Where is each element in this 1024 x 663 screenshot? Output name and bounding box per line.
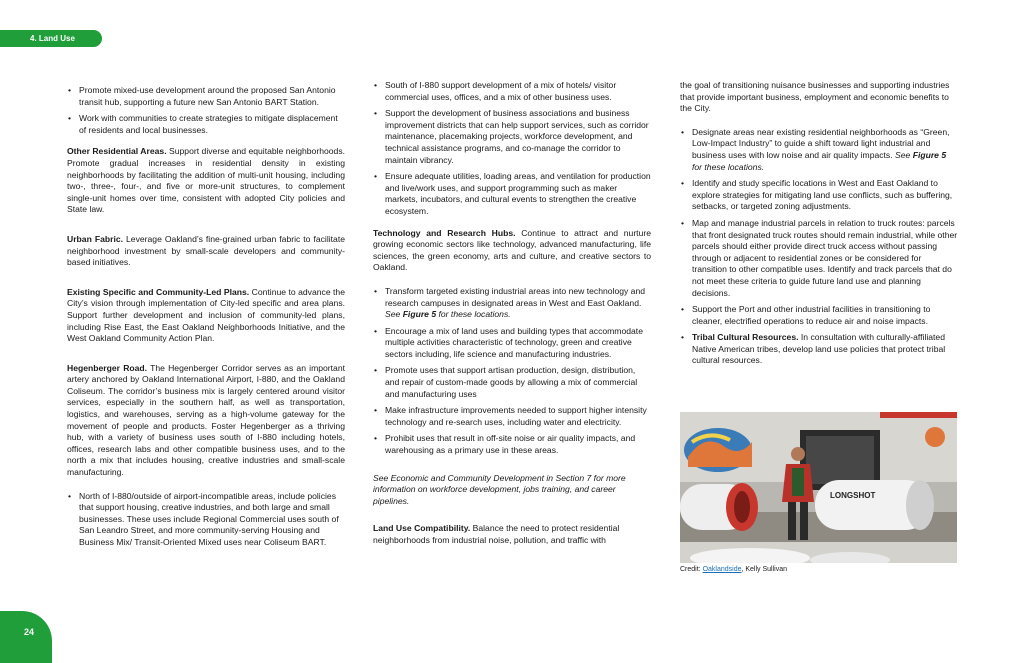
paragraph-tech-hubs [373,228,651,274]
heading-inline: Technology and Research Hubs. [373,227,516,238]
heading-inline: Urban Fabric. [67,233,124,244]
column-3 [680,80,958,377]
body-text: Continue to attract and nurture growing economic sectors like technology, advanced manufacturing, life sciences, the green economy, arts and culture, and creative sectors to Oakland. [373,227,651,273]
paragraph-urban-fabric [67,234,345,269]
paragraph-see-econ: See Economic and Community Development in Section 7 for more information on workforce development, jobs training, and career pipelines. [373,472,626,506]
body-text: Support diverse and equitable neighborhoods. Promote gradual increases in residential density in existing neighborhoods by facilitating the addition of multi-unit housing, including two-, three-, four-, and five or more-unit structures, to complement single-unit homes over time, consistent with adopted City policies and State law. [67,146,346,215]
figure-reference: Figure 5 [912,149,947,160]
body-text: The Hegenberger Corridor serves as an important artery anchored by Oakland International Airport, I-880, and the Oakland Coliseum. The corridor’s business mix is largely centered around visitor services, especially in the southern half, as well as transportation, logistics, and warehouses, serving as a high-volume gateway for the movement of people and products. Foster Hegenberger as a thriving hub, with a variety of business uses south of I-880 including hotels, offices, research labs and other compatible business uses, and to the north a mix that includes housing, creative industries and small-scale manufacturing. [67,362,345,478]
list-item [680,332,958,367]
column-2 [373,80,651,559]
tank-sign: LONGSHOT [830,491,876,500]
body-text: Transform targeted existing industrial areas into new technology and research campuses in designated areas in West and East Oakland. [385,285,646,308]
credit-link[interactable]: Oaklandside [702,566,742,573]
list-item: • Support the Port and other industrial facilities in transitioning to cleaner, electrified operations to reduce air and noise impacts. [680,304,958,327]
section-tab [0,30,102,47]
section-title: 4. Land Use [30,34,75,43]
paragraph-other-residential [67,146,345,216]
list-item: • Work with communities to create strategies to mitigate displacement of residents and local businesses. [67,113,345,136]
heading-inline: Other Residential Areas. [67,146,167,157]
column-1 [67,85,345,559]
list-item [373,286,651,321]
heading-inline: Existing Specific and Community-Led Plans. [67,286,250,297]
credit-name: , Kelly Sullivan [741,566,788,573]
bullet-list [373,286,651,457]
paragraph-existing-plans [67,287,345,345]
paragraph-compatibility [373,523,651,546]
heading-inline: Land Use Compatibility. [373,523,471,534]
list-item: • Support the development of business associations and business improvement districts that can help support services, such as corridor maintenance, placemaking projects, workforce development, and technical assistance programs, and co-manage the corridor to maintain vibrancy. [373,108,651,166]
paragraph-hegenberger [67,363,345,479]
italic-text: for these locations. [436,309,511,320]
heading-inline: Tribal Cultural Resources. [692,332,799,343]
list-item [680,127,958,173]
list-item: • North of I-880/outside of airport-incompatible areas, include policies that support housing, creative industries, and both large and small businesses. These uses include Regional Commercial uses south of San Leandro Street, and more community-serving Housing and Business Mix/ Transit-Oriented Mixed uses near Coliseum BART. [67,491,345,549]
list-item: • Promote uses that support artisan production, design, distribution, and repair of custom-made goods by allowing a mix of commercial and manufacturing uses [373,365,651,400]
list-item: • Make infrastructure improvements needed to support higher intensity technology and re-search uses, including water and electricity. [373,405,651,428]
list-item: • Ensure adequate utilities, loading areas, and ventilation for production and live/work uses, and support programming such as maker markets, incubators, and cultural events to strengthen the creative ecosystem. [373,171,651,217]
photo-credit [680,566,787,573]
page-number [0,611,52,663]
page-number-text: 24 [24,627,35,637]
body-text: In consultation with culturally-affiliated Native American tribes, develop land use policies that protect tribal cultural resources. [692,332,946,366]
list-item: • South of I-880 support development of a mix of hotels/ visitor commercial uses, offices, and a mix of other business uses. [373,80,651,103]
bullet-list [680,127,958,367]
paragraph-intro: the goal of transitioning nuisance businesses and supporting industries that provide important business, employment and economic benefits to the City. [680,80,950,114]
list-item: • Map and manage industrial parcels in relation to truck routes: parcels that front designated truck routes should remain industrial, while other parcels should either provide direct truck access without passing through or adjacent to residential zones or be considered for transition to other compatible uses. Identify and track parcels that do not meet these criteria to guide future land use and planning decisions. [680,218,958,299]
italic-text: See [895,149,913,160]
bullet-list [373,80,651,218]
list-item: • Identify and study specific locations in West and East Oakland to explore strategies for mitigating land use conflicts, such as buffering, setbacks, or targeted zoning adjustments. [680,178,958,213]
body-text: Designate areas near existing residential neighborhoods as “Green, Low-Impact Industry” to guide a shift toward light industrial and business uses with low noise and air quality impacts. [692,126,950,160]
bullet-list [67,491,345,549]
body-text: Leverage Oakland’s fine-grained urban fabric to facilitate neighborhood investment by small-scale developers and community-based initiatives. [67,233,345,268]
photo-workshop [680,412,957,563]
body-text: Balance the need to protect residential neighborhoods from industrial noise, pollution, and traffic with [373,523,620,545]
list-item: • Promote mixed-use development around the proposed San Antonio transit hub, supporting a future new San Antonio BART Station. [67,85,345,108]
credit-label: Credit: [680,566,703,573]
photo-illustration [680,412,957,563]
bullet-list [67,85,345,136]
italic-text: for these locations. [692,161,765,172]
list-item: • Prohibit uses that result in off-site noise or air quality impacts, and warehousing as a primary use in these areas. [373,433,651,456]
list-item: • Encourage a mix of land uses and building types that accommodate multiple activities characteristic of technology, green and creative sectors including, life science and manufacturing industries. [373,326,651,361]
heading-inline: Hegenberger Road. [67,362,148,373]
figure-reference: Figure 5 [402,309,437,320]
body-text: Continue to advance the City’s vision through implementation of City-led specific and area plans. Support further development and inclusion of community-led plans, including Rise East, the East Oakland Neighborhoods Initiative, and the West Oakland Community Action Plan. [67,286,345,344]
italic-text: See [385,309,403,320]
